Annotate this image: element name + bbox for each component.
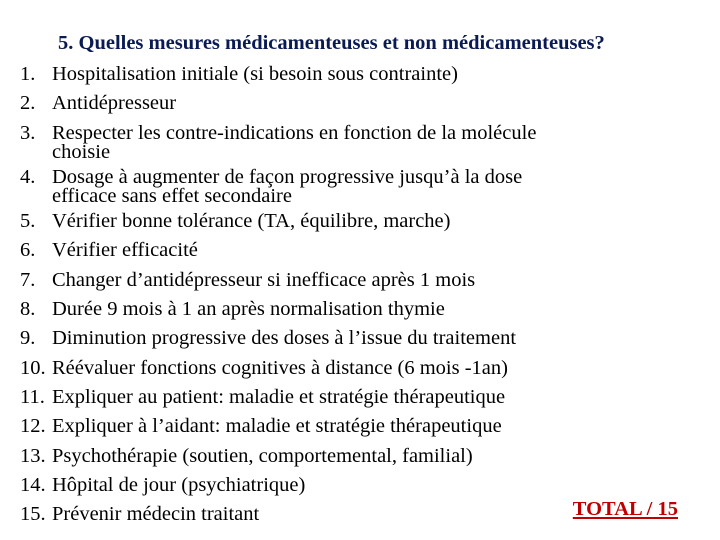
item-number: 11. [20, 385, 45, 408]
item-number: 10. [20, 356, 46, 379]
item-number: 1. [20, 63, 36, 85]
item-number: 15. [20, 503, 46, 526]
page-title: 5. Quelles mesures médicamenteuses et non médicamenteuses? [58, 32, 605, 54]
list-item [20, 500, 536, 529]
list-item [20, 60, 536, 89]
item-text: Expliquer au patient: maladie et stratégie thérapeutique [52, 385, 506, 408]
list-item [20, 412, 536, 441]
item-text: Diminution progressive des doses à l’issue du traitement [52, 327, 517, 350]
item-text: Vérifier bonne tolérance (TA, équilibre, marche) [52, 210, 451, 233]
item-text: Réévaluer fonctions cognitives à distance (6 mois -1an) [52, 356, 508, 379]
item-text: Psychothérapie (soutien, comportemental, familial) [52, 444, 473, 467]
item-number: 3. [20, 121, 36, 144]
item-number: 12. [20, 415, 46, 438]
item-text-continuation: efficace sans effet secondaire [52, 185, 292, 208]
item-number: 6. [20, 239, 36, 262]
item-text-continuation: choisie [52, 140, 111, 163]
item-text: Dosage à augmenter de façon progressive jusqu’à la dose [52, 165, 523, 188]
list-item [20, 119, 536, 163]
item-text: Hôpital de jour (psychiatrique) [52, 473, 306, 496]
list-item [20, 471, 536, 500]
total-score: TOTAL / 15 [572, 498, 678, 520]
item-number: 14. [20, 473, 46, 496]
measures-list [20, 60, 536, 529]
item-text: Antidépresseur [52, 92, 177, 115]
list-item [20, 354, 536, 383]
item-number: 9. [20, 327, 36, 350]
list-item [20, 163, 536, 207]
list-item [20, 442, 536, 471]
item-number: 2. [20, 92, 36, 115]
list-item [20, 383, 536, 412]
list-item [20, 236, 536, 265]
item-text: Hospitalisation initiale (si besoin sous contrainte) [52, 63, 458, 85]
item-text: Changer d’antidépresseur si inefficace après 1 mois [52, 268, 476, 291]
item-text: Prévenir médecin traitant [52, 503, 260, 526]
item-number: 4. [20, 165, 36, 188]
list-item [20, 266, 536, 295]
item-number: 7. [20, 268, 36, 291]
item-number: 13. [20, 444, 46, 467]
list-item [20, 207, 536, 236]
item-number: 5. [20, 210, 36, 233]
list-item [20, 324, 536, 353]
list-item [20, 295, 536, 324]
item-text: Durée 9 mois à 1 an après normalisation thymie [52, 298, 445, 321]
item-number: 8. [20, 298, 36, 321]
item-text: Respecter les contre-indications en fonction de la molécule [52, 121, 537, 144]
item-text: Vérifier efficacité [52, 239, 198, 262]
list-item [20, 89, 536, 118]
item-text: Expliquer à l’aidant: maladie et stratégie thérapeutique [52, 415, 502, 438]
